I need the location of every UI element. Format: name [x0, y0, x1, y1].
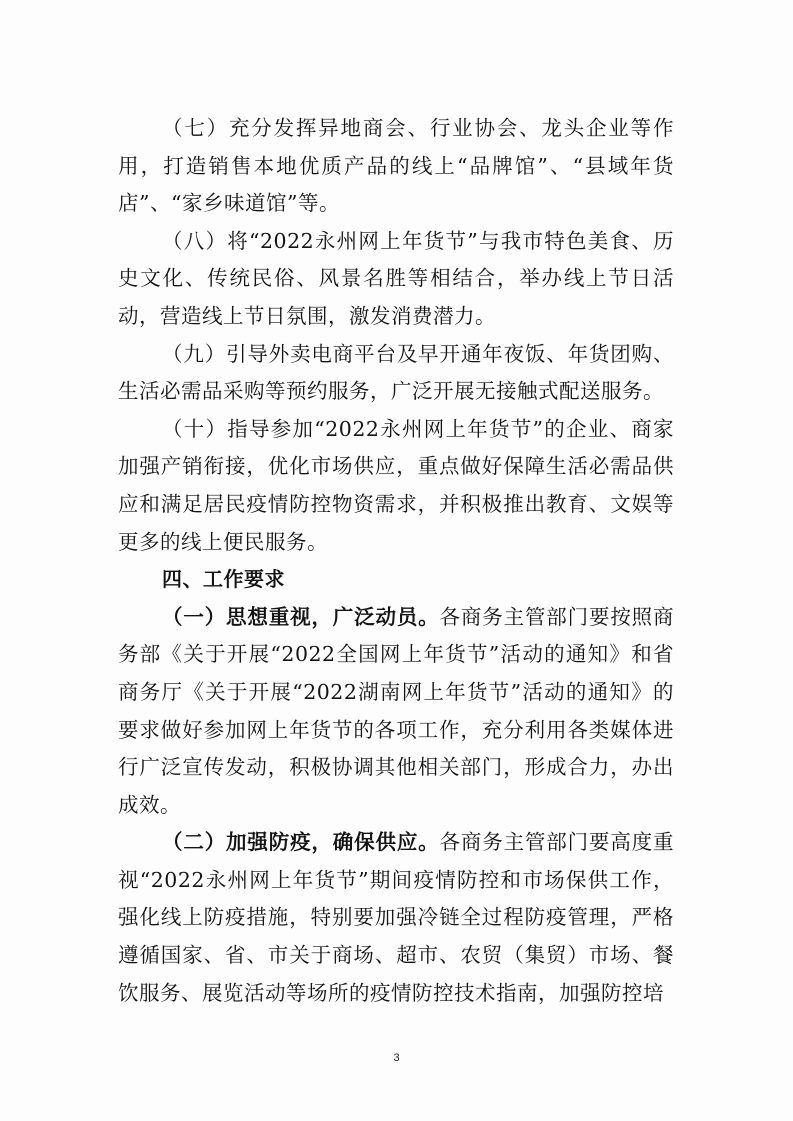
paragraph-8-text: （八）将“2022永州网上年货节”与我市特色美食、历史文化、传统民俗、风景名胜等相结合，举办线上节日活动，营造线上节日氛围，激发消费潜力。	[118, 228, 674, 328]
paragraph-9-text: （九）引导外卖电商平台及早开通年夜饭、年货团购、生活必需品采购等预约服务，广泛开展无接触式配送服务。	[118, 341, 674, 404]
body-text	[118, 110, 674, 1012]
paragraph-8	[118, 223, 674, 336]
requirement-2-text: 各商务主管部门要高度重视“2022永州网上年货节”期间疫情防控和市场保供工作，强化线上防疫措施，特别要加强冷链全过程防疫管理，严格遵循国家、省、市关于商场、超市、农贸（集贸）市场、餐饮服务、展览活动等场所的疫情防控技术指南，加强防控培	[118, 830, 675, 1005]
requirement-1-lead: （一）思想重视，广泛动员。	[162, 604, 440, 629]
paragraph-7-text: （七）充分发挥异地商会、行业协会、龙头企业等作用，打造销售本地优质产品的线上“品牌馆”、“县域年货店”、“家乡味道馆”等。	[118, 116, 674, 216]
paragraph-10	[118, 411, 674, 561]
requirement-2	[118, 824, 674, 1012]
requirement-1-text: 各商务主管部门要按照商务部《关于开展“2022全国网上年货节”活动的通知》和省商务厅《关于开展“2022湖南网上年货节”活动的通知》的要求做好参加网上年货节的各项工作，充分利用各类媒体进行广泛宣传发动，积极协调其他相关部门，形成合力，办出成效。	[118, 604, 675, 817]
requirement-2-lead: （二）加强防疫，确保供应。	[162, 830, 440, 855]
requirement-1	[118, 599, 674, 825]
paragraph-7	[118, 110, 674, 223]
paragraph-9	[118, 336, 674, 411]
section-heading-text: 四、工作要求	[162, 567, 285, 592]
section-heading-work-requirements	[118, 561, 674, 599]
page-number: 3	[393, 1052, 400, 1064]
paragraph-10-text: （十）指导参加“2022永州网上年货节”的企业、商家加强产销衔接，优化市场供应，重点做好保障生活必需品供应和满足居民疫情防控物资需求，并积极推出教育、文娱等更多的线上便民服务。	[118, 416, 674, 554]
